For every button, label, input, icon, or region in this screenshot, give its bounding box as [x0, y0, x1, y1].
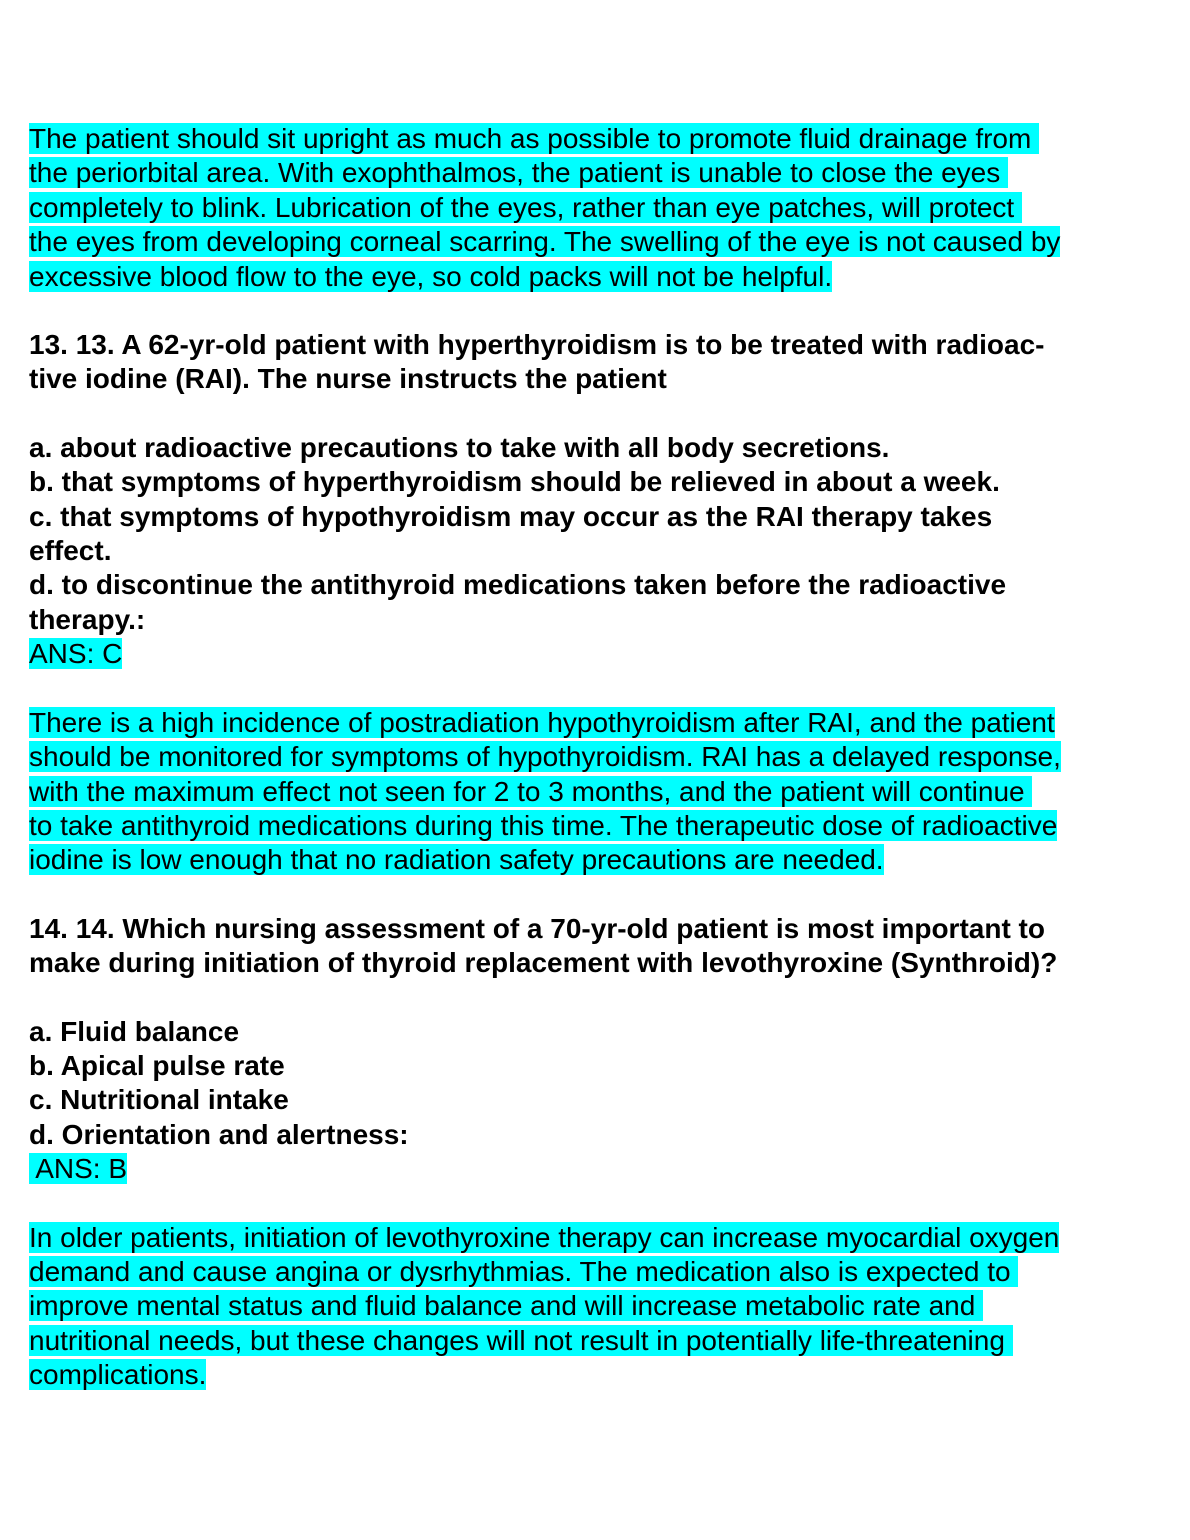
answer-option: b. that symptoms of hyperthyroidism should be relieved in about a week.: [29, 466, 1000, 498]
rationale-line: completely to blink. Lubrication of the eyes, rather than eye patches, will protect: [29, 191, 1022, 223]
answer-option: d. Orientation and alertness:: [29, 1118, 409, 1150]
question-stem-line: tive iodine (RAI). The nurse instructs the patient: [29, 363, 667, 395]
rationale-line: nutritional needs, but these changes will not result in potentially life-threatening: [29, 1324, 1013, 1356]
question-13-options: [29, 431, 1169, 637]
rationale-line: excessive blood flow to the eye, so cold packs will not be helpful.: [29, 260, 833, 292]
rationale-line: There is a high incidence of postradiation hypothyroidism after RAI, and the patient: [29, 706, 1055, 738]
rationale-q13: [29, 706, 1169, 878]
rationale-line: the periorbital area. With exophthalmos, the patient is unable to close the eyes: [29, 157, 1009, 189]
answer-option: c. Nutritional intake: [29, 1084, 289, 1116]
rationale-line: improve mental status and fluid balance and will increase metabolic rate and: [29, 1290, 984, 1322]
answer-option: c. that symptoms of hypothyroidism may occur as the RAI therapy takes: [29, 500, 993, 532]
rationale-line: The patient should sit upright as much as possible to promote fluid drainage from: [29, 123, 1040, 154]
answer-option: a. Fluid balance: [29, 1015, 240, 1047]
answer-option: effect.: [29, 535, 112, 567]
question-13-answer: [29, 637, 1169, 671]
document-page: [29, 122, 1169, 1393]
rationale-q12: [29, 122, 1169, 294]
rationale-line: should be monitored for symptoms of hypothyroidism. RAI has a delayed response,: [29, 741, 1061, 773]
answer-option: d. to discontinue the antithyroid medications taken before the radioactive: [29, 569, 1007, 601]
rationale-line: demand and cause angina or dysrhythmias. The medication also is expected to: [29, 1255, 1019, 1287]
question-13-stem: [29, 328, 1169, 397]
answer-key: ANS: B: [29, 1153, 128, 1185]
question-stem-line: 14. 14. Which nursing assessment of a 70-yr-old patient is most important to: [29, 912, 1045, 944]
question-14-answer: [29, 1152, 1169, 1186]
question-14-stem: [29, 912, 1169, 981]
question-stem-line: make during initiation of thyroid replacement with levothyroxine (Synthroid)?: [29, 947, 1058, 979]
answer-key: ANS: C: [29, 638, 123, 670]
answer-option: b. Apical pulse rate: [29, 1049, 285, 1081]
answer-option: therapy.:: [29, 603, 146, 635]
rationale-q14: [29, 1221, 1169, 1393]
rationale-line: complications.: [29, 1359, 207, 1391]
rationale-line: to take antithyroid medications during this time. The therapeutic dose of radioactive: [29, 809, 1058, 841]
question-stem-line: 13. 13. A 62-yr-old patient with hyperthyroidism is to be treated with radioac-: [29, 329, 1045, 361]
rationale-line: with the maximum effect not seen for 2 to 3 months, and the patient will continue: [29, 775, 1033, 807]
answer-option: a. about radioactive precautions to take with all body secretions.: [29, 431, 890, 463]
rationale-line: In older patients, initiation of levothyroxine therapy can increase myocardial oxygen: [29, 1221, 1060, 1253]
question-14-options: [29, 1015, 1169, 1153]
rationale-line: the eyes from developing corneal scarring. The swelling of the eye is not caused by: [29, 226, 1061, 258]
rationale-line: iodine is low enough that no radiation safety precautions are needed.: [29, 844, 884, 876]
